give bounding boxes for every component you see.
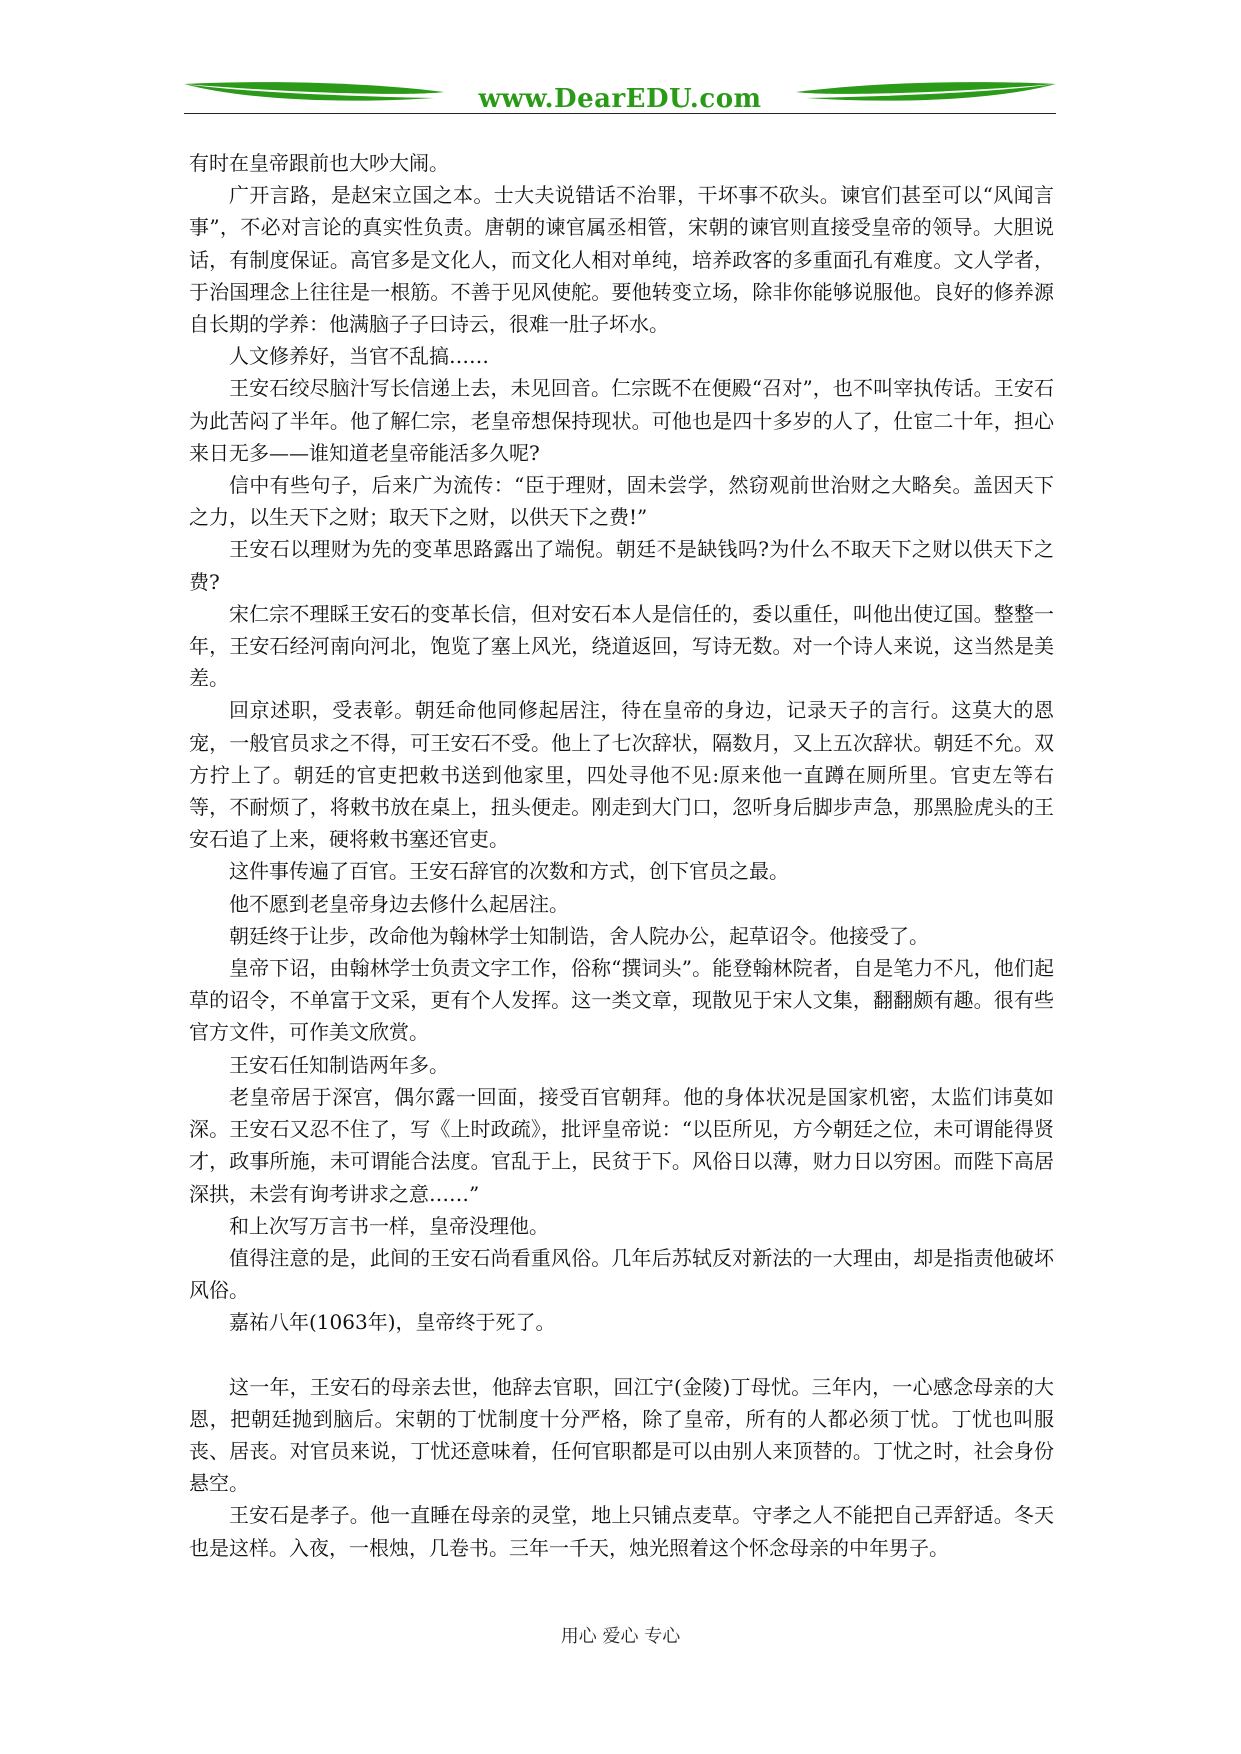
- site-header: [184, 78, 1056, 118]
- paragraph: 宋仁宗不理睬王安石的变革长信，但对安石本人是信任的，委以重任，叫他出使辽国。整整一年，王安石经河南向河北，饱览了塞上风光，绕道返回，写诗无数。对一个诗人来说，这当然是美差。: [189, 601, 1054, 691]
- paragraph: 这一年，王安石的母亲去世，他辞去官职，回江宁(金陵)丁母忧。三年内，一心感念母亲的大恩，把朝廷抛到脑后。宋朝的丁忧制度十分严格，除了皇帝，所有的人都必须丁忧。丁忧也叫服丧、居丧。对官员来说，丁忧还意味着，任何官职都是可以由别人来顶替的。丁忧之时，社会身份悬空。: [189, 1374, 1054, 1496]
- paragraph: 嘉祐八年(1063年)，皇帝终于死了。: [229, 1310, 556, 1335]
- paragraph: 和上次写万言书一样，皇帝没理他。: [229, 1213, 549, 1238]
- section-gap: [189, 1339, 1054, 1371]
- paragraph: 王安石以理财为先的变革思路露出了端倪。朝廷不是缺钱吗?为什么不取天下之财以供天下之费?: [189, 537, 1054, 594]
- page-footer: 用心 爱心 专心: [560, 1626, 681, 1647]
- site-logo: www.DearEDU.com: [478, 84, 762, 114]
- paragraph: 朝廷终于让步，改命他为翰林学士知制诰，舍人院办公，起草诏令。他接受了。: [229, 923, 929, 948]
- paragraph: 皇帝下诏，由翰林学士负责文字工作，俗称“撰词头”。能登翰林院者，自是笔力不凡，他们起草的诏令，不单富于文采，更有个人发挥。这一类文章，现散见于宋人文集，翻翻颇有趣。很有些官方文件，可作美文欣赏。: [189, 956, 1054, 1045]
- paragraph: 王安石任知制诰两年多。: [229, 1052, 449, 1077]
- paragraph: 人文修养好，当官不乱搞……: [229, 344, 489, 369]
- paragraph: 回京述职，受表彰。朝廷命他同修起居注，待在皇帝的身边，记录天子的言行。这莫大的恩宠，一般官员求之不得，可王安石不受。他上了七次辞状，隔数月，又上五次辞状。朝廷不允。双方拧上了。朝廷的官吏把敕书送到他家里，四处寻他不见:原来他一直蹲在厕所里。官吏左等右等，不耐烦了，将敕书放在桌上，扭头便走。刚走到大门口，忽听身后脚步声急，那黑脸虎头的王安石追了上来，硬将敕书塞还官吏。: [189, 698, 1054, 852]
- paragraph: 这件事传遍了百官。王安石辞官的次数和方式，创下官员之最。: [229, 859, 789, 884]
- paragraph: 信中有些句子，后来广为流传：“臣于理财，固未尝学，然窃观前世治财之大略矣。盖因天下之力，以生天下之财；取天下之财，以供天下之费!”: [189, 473, 1054, 530]
- paragraph: 王安石是孝子。他一直睡在母亲的灵堂，地上只铺点麦草。守孝之人不能把自己弄舒适。冬天也是这样。入夜，一根烛，几卷书。三年一千天，烛光照着这个怀念母亲的中年男子。: [189, 1503, 1054, 1560]
- paragraph: 老皇帝居于深宫，偶尔露一回面，接受百官朝拜。他的身体状况是国家机密，太监们讳莫如深。王安石又忍不住了，写《上时政疏》，批评皇帝说：“以臣所见，方今朝廷之位，未可谓能得贤才，政事所施，未可谓能合法度。官乱于上，民贫于下。风俗日以薄，财力日以穷困。而陛下高居深拱，未尝有询考讲求之意……”: [189, 1084, 1054, 1206]
- paragraph: 值得注意的是，此间的王安石尚看重风俗。几年后苏轼反对新法的一大理由，却是指责他破坏风俗。: [189, 1245, 1054, 1303]
- paragraph: 广开言路，是赵宋立国之本。士大夫说错话不治罪，干坏事不砍头。谏官们甚至可以“风闻言事”，不必对言论的真实性负责。唐朝的谏官属丞相管，宋朝的谏官则直接受皇帝的领导。大胆说话，有制度保证。高官多是文化人，而文化人相对单纯，培养政客的多重面孔有难度。文人学者，于治国理念上往往是一根筋。不善于见风使舵。要他转变立场，除非你能够说服他。良好的修养源自长期的学养：他满脑子子曰诗云，很难一肚子坏水。: [189, 183, 1054, 337]
- header-divider: [184, 113, 1056, 114]
- article-body: [189, 147, 1054, 1564]
- paragraph: 他不愿到老皇帝身边去修什么起居注。: [229, 891, 569, 916]
- paragraph: 王安石绞尽脑汁写长信递上去，未见回音。仁宗既不在便殿“召对”，也不叫宰执传话。王安石为此苦闷了半年。他了解仁宗，老皇帝想保持现状。可他也是四十多岁的人了，仕宦二十年，担心来日无多——谁知道老皇帝能活多久呢?: [189, 376, 1054, 465]
- paragraph: 有时在皇帝跟前也大吵大闹。: [189, 151, 449, 175]
